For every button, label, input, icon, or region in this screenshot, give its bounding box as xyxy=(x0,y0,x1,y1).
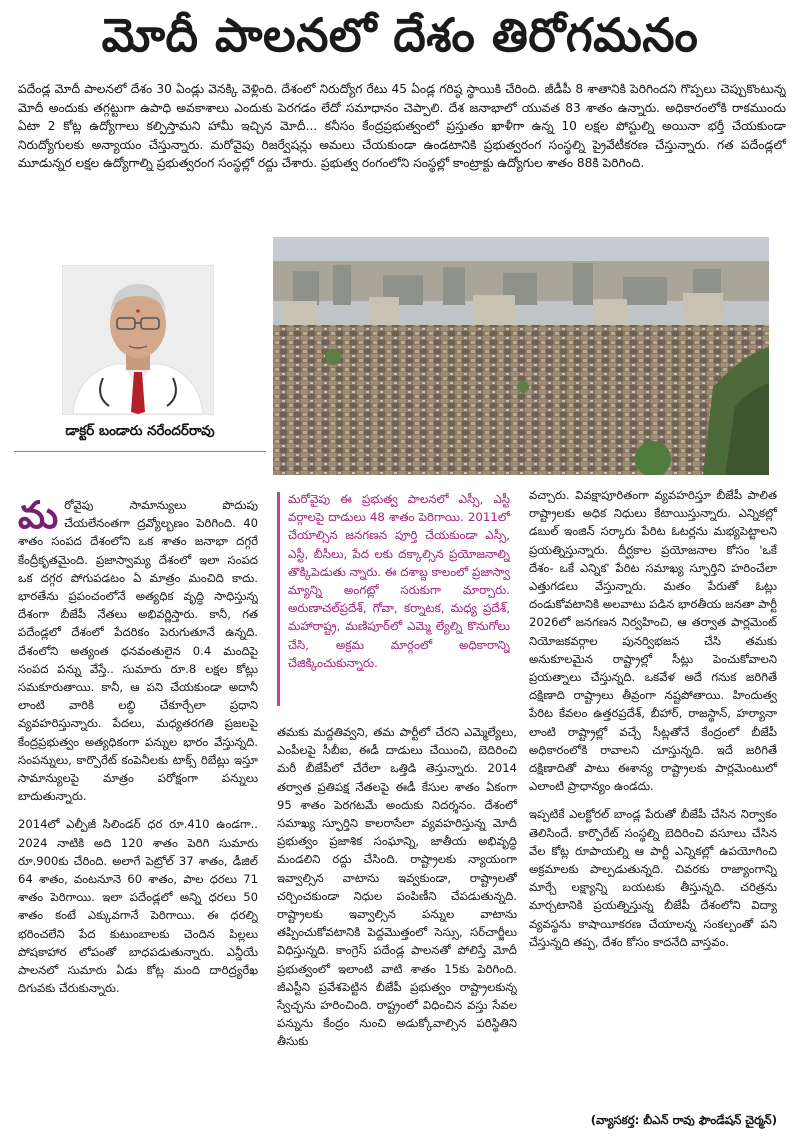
column-1-paragraph-1 xyxy=(18,496,258,805)
article-column-1 xyxy=(18,496,258,1126)
dropcap-letter: మ xyxy=(18,496,59,537)
pullquote-bar xyxy=(277,492,280,706)
headline: మోదీ పాలనలో దేశం తిరోగమనం xyxy=(101,8,699,62)
column-1-paragraph-1-text: రోవైపు సామాన్యులు పొదుపు చేయలేనంతగా ద్రవ్యోల్బణం పెరిగింది. 40 శాతం సంపద దేశంలోని ఒక శాతం జనాభా దగ్గరే కేంద్రీకృతమైంది. ప్రజాస్వామ్య దేశంలో ఇలా సంపద ఒక దగ్గర పోగుపడటం ఏ మాత్రం మంచిది కాదు. భారతేను ప్రపంచంలోనే అత్యధిక వృద్ధి సాధిస్తున్న దేశంగా బీజేపీ నేతలు అభివర్ణిస్తారు. కానీ, గత పదేండ్లలో దేశంలో పేదరికం పెరుగుతూనే ఉన్నది. దేశంలోని అత్యంత ధనవంతులైన 0.4 మందిపై సంపద పన్ను వేస్తే.. సుమారు రూ.8 లక్షల కోట్లు సమకూరుతాయి. కానీ, ఆ పని చేయకుండా అదానీ లాంటి వారికి లబ్ధి చేకూర్చేలా ప్రధాని వ్యవహరిస్తున్నారు. పేదలు, మధ్యతరగతి ప్రజలపై కేంద్రప్రభుత్వం అత్యధికంగా పన్నుల భారం వేస్తున్నది. సంపన్నులు, కార్పొరేట్ కంపెనీలకు టాక్స్ రిబేట్లు ఇస్తూ సామాన్యులపై మాత్రం పరోక్షంగా పన్నులు బాదుతున్నారు. xyxy=(18,498,258,804)
author-photo xyxy=(62,265,214,415)
article-column-3 xyxy=(529,486,777,1106)
article-column-2 xyxy=(277,723,517,1131)
pullquote: మరోవైపు ఈ ప్రభుత్వ పాలనలో ఎస్సీ, ఎస్టీ వర్గాలపై దాడులు 48 శాతం పెరిగాయి. 2011లో చేయాల్సిన జనగణన పూర్తి చేయకుండా ఎస్సీ, ఎస్టీ, బీసీలు, పేద లకు దక్కాల్సిన ప్రయోజనాల్ని తొక్కిపెడుతు న్నారు. ఈ దశాబ్ద కాలంలో ప్రజాస్వా మ్యాన్ని అంగట్లో సరుకుగా మార్చారు. అరుణాచల్‌ప్రదేశ్, గోవా, కర్నాటక, మధ్య ప్రదేశ్, మహారాష్ట్ర, మణిపూర్‌లో ఎమ్మె ల్యేల్ని కొనుగోలు చేసి, అక్రమ మార్గంలో అధికారాన్ని చేజిక్కించుకున్నారు. xyxy=(288,492,510,670)
author-byline: డాక్టర్ బండారు నరేందర్‌రావు xyxy=(65,423,215,439)
column-3-paragraph-1: వచ్చారు. వివక్షాపూరితంగా వ్యవహరిస్తూ బీజేపీ పాలిత రాష్ట్రాలకు అధిక నిధులు కేటాయిస్తున్నారు. ఎన్నికల్లో డబుల్ ఇంజిన్ సర్కారు పేరిట ఓటర్లను మభ్యపెట్టాలని ప్రయత్నిస్తున్నారు. దీర్ఘకాల ప్రయోజనాల కోసం 'ఒకే దేశం- ఒకే ఎన్నిక' పేరిట సమాఖ్య స్ఫూర్తిని హరించేలా ఎత్తుగడలు వేస్తున్నారు. మతం పేరుతో ఓట్లు దండుకోవటానికి అలవాటు పడిన భారతీయ జనతా పార్టీ 2026లో జనగణన నిర్వహించి, ఆ తర్వాత పార్లమెంట్ నియోజకవర్గాల పునర్విభజన చేసి తమకు అనుకూలమైన రాష్ట్రాల్లో సీట్లు పెంచుకోవాలని ప్రయత్నాలు చేస్తున్నది. ఒకవేళ అదే గనుక జరిగితే దక్షిణాది రాష్ట్రాలు తీవ్రంగా నష్టపోతాయి. హిందుత్వ పేరిట కేవలం ఉత్తరప్రదేశ్, బీహార్, రాజస్థాన్, హర్యానా లాంటి రాష్ట్రాల్లో వచ్చే సీట్లతోనే కేంద్రంలో బీజేపీ అధికారంలోకి రావాలని చూస్తున్నది. ఇదే జరిగితే దక్షిణాదితో పాటు ఈశాన్య రాష్ట్రాలకు పార్లమెంటులో ఎలాంటి ప్రాధాన్యం ఉండదు. xyxy=(529,488,777,794)
author-portrait-image xyxy=(63,266,213,414)
column-1-paragraph-2: 2014లో ఎల్పీజీ సిలిండర్ ధర రూ.410 ఉండగా.. 2024 నాటికి అది 120 శాతం పెరిగి సుమారు రూ.900కు చేరింది. అలాగే పెట్రోల్ 37 శాతం, డీజిల్ 64 శాతం, వంటనూనె 60 శాతం, పాల ధరలు 71 శాతం పెరిగాయి. ఇలా పదేండ్లలో అన్ని ధరలు 50 శాతం కంటే ఎక్కువగానే పెరిగాయి. ఈ ధరల్ని భరించలేని పేద కుటుంబాలకు చెందిన పిల్లలు పోషకాహార లోపంతో బాధపడుతున్నారు. ఎన్డీయే పాలనలో సుమారు ఏడు కోట్ల మంది దారిద్ర్యరేఖ దిగువకు చేరుకున్నారు. xyxy=(18,817,258,996)
byline-divider xyxy=(14,451,266,452)
author-credit: (వ్యాసకర్త: బీఎన్ రావు ఫౌండేషన్ చైర్మన్) xyxy=(590,1113,777,1127)
lead-paragraph: పదేండ్ల మోదీ పాలనలో దేశం 30 ఏండ్లు వెనక్కి వెళ్లింది. దేశంలో నిరుద్యోగ రేటు 45 ఏండ్ల గరిష్ఠ స్థాయికి చేరింది. జీడీపీ 8 శాతానికి పెరిగిందని గొప్పలు చెప్పుకొంటున్న మోదీ అందుకు తగ్గట్టుగా ఉపాధి అవకాశాలు ఎందుకు పెరగడం లేదో సమాధానం చెప్పాలి. దేశ జనాభాలో యువత 83 శాతం ఉన్నారు. అధికారంలోకి రాకముందు ఏటా 2 కోట్ల ఉద్యోగాలు కల్పిస్తామని హామీ ఇచ్చిన మోదీ... కనీసం కేంద్రప్రభుత్వంలో ప్రస్తుతం ఖాళీగా ఉన్న 10 లక్షల పోస్టుల్ని అయినా భర్తీ చేయకుండా నిరుద్యోగులకు అన్యాయం చేస్తున్నారు. మరోవైపు రిజర్వేషన్లు అమలు చేయకుండా ఉండటానికి ప్రభుత్వరంగ సంస్థల్ని ప్రైవేటీకరణ చేస్తున్నారు. గత పదేండ్లలో మూడున్నర లక్షల ఉద్యోగాల్ని ప్రభుత్వరంగ సంస్థల్లో రద్దు చేశారు. ప్రభుత్వ రంగంలోని సంస్థల్లో కాంట్రాక్టు ఉద్యోగుల శాతం 88కి పెరిగింది. xyxy=(18,82,786,170)
slum-city-photo xyxy=(273,237,769,475)
cityscape-image xyxy=(273,237,769,475)
column-3-paragraph-2: ఇప్పటికే ఎలక్టోరల్ బాండ్ల పేరుతో బీజేపీ చేసిన నిర్వాకం తెలిసిందే. కార్పొరేట్ సంస్థల్ని బెదిరించి వసూలు చేసిన వేల కోట్ల రూపాయల్ని ఆ పార్టీ ఎన్నికల్లో ఉపయోగించి అక్రమాలకు పాల్పడుతున్నది. చివరకు రాజ్యాంగాన్ని మార్చే లక్ష్యాన్ని బయటకు తీస్తున్నది. చరిత్రను మార్చటానికి ప్రయత్నిస్తున్న బీజేపీ దేశంలోని విద్యా వ్యవస్థను కాషాయీకరణ చేయాలన్న సంకల్పంతో పని చేస్తున్నది తప్ప, దేశం కోసం కాదనేది వాస్తవం. xyxy=(529,807,777,949)
column-2-paragraph-1: తమకు మద్దతివ్వని, తమ పార్టీలో చేరని ఎమ్మెల్యేలు, ఎంపీలపై సీబీఐ, ఈడీ దాడులు చేయించి, బెదిరించి మరీ బీజేపీలో చేరేలా ఒత్తిడి తెస్తున్నారు. 2014 తర్వాత ప్రతిపక్ష నేతలపై ఈడీ కేసుల శాతం ఏకంగా 95 శాతం పెరగటమే అందుకు నిదర్శనం. దేశంలో సమాఖ్య స్ఫూర్తిని కాలరాసేలా వ్యవహరిస్తున్న మోదీ ప్రభుత్వం ప్రజాశిక సంఘాన్ని, జాతీయ అభివృద్ధి మండలిని రద్దు చేసింది. రాష్ట్రాలకు న్యాయంగా ఇవ్వాల్సిన వాటాను ఇవ్వకుండా, రాష్ట్రాలతో చర్చించకుండా నిధుల పంపిణీని చేపడుతున్నది. రాష్ట్రాలకు ఇవ్వాల్సిన పన్నుల వాటాను తప్పించుకోవటానికి పెద్దమొత్తంలో సెస్సు, సర్‌చార్జీలు విధిస్తున్నది. కాంగ్రెస్ పదేండ్ల పాలనతో పోలిస్తే మోదీ ప్రభుత్వంలో ఇలాంటి వాటి శాతం 15కు పెరిగింది. జీఎస్టీని ప్రవేశపెట్టిన బీజేపీ ప్రభుత్వం రాష్ట్రాలకున్న స్వేచ్ఛను హరించింది. రాష్ట్రంలో విధించిన వస్తు సేవల పన్నును కేంద్రం నుంచి అడుక్కోవాల్సిన పరిస్థితిని తీసుకు xyxy=(277,725,517,1049)
